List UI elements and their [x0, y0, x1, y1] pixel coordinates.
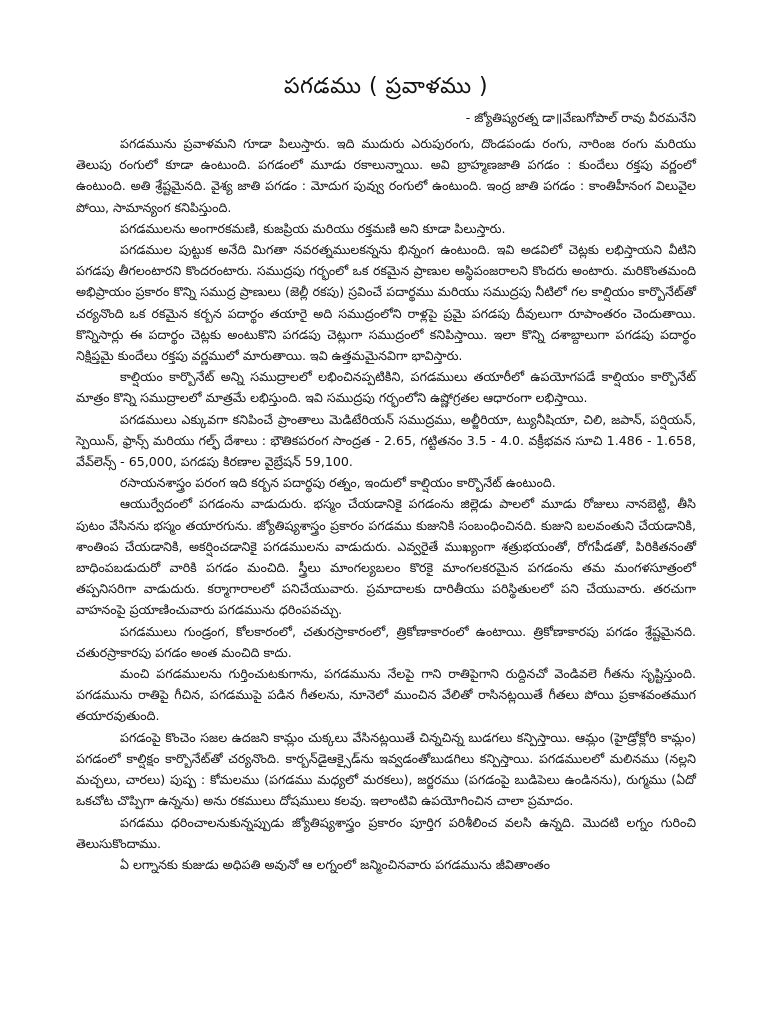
paragraph: పగడంపై కొంచెం సజల ఉదజని కామ్లం చుక్కలు వేసినట్లయితే చిన్నచిన్న బుడగలు కన్పిస్తాయి. ఆమ్లం (హైడ్రోక్లోరి కామ్లం) పగడంలో కాల్షిక్షం కార్బొనేట్‌తో చర్యనొంది. కార్బన్‌డైఆక్సైడ్‌ను ఇవ్వడంతోబుడగిలు కన్పిస్తాయి. పగడములలో మలినము (నల్లని మచ్చలు, చారలు) పుష్ప : కోమలము (పగడము మధ్యలో మరకలు), జర్జరము (పగడంపై బుడిపెలు ఉండినను), రుగ్మము (ఏదో ఒకచోట చొప్పిగా ఉన్నను) అను రకములు దోషములు కలవు. ఇలాంటివి ఉపయోగించిన చాలా ప్రమాదం.	[76, 729, 696, 809]
author-line: - జ్యోతిష్యరత్న డా॥వేణుగోపాల్ రావు వీరమనేని	[465, 110, 696, 125]
paragraph: ఏ లగ్నానకు కుజుడు అధిపతి అవునో ఆ లగ్నంలో జన్మించినవారు పగడమును జీవితాంతం	[120, 856, 551, 872]
paragraph: కాల్షియం కార్బొనేట్ అన్ని సముద్రాలలో లభించినప్పటికిని, పగడములు తయారీలో ఉపయోగపడే కాల్షియం కార్బొనేట్ మాత్రం కొన్ని సముద్రాలలో మాత్రమే లభిస్తుంది. ఇవి సముద్రపు గర్భంలోని ఉష్ణోగ్రతల ఆధారంగా లభిస్తాయి.	[76, 369, 696, 406]
paragraph: రసాయనశాస్త్రం పరంగ ఇది కర్బన పదార్థపు రత్నం, ఇందులో కాల్షియం కార్బొనేట్ ఉంటుంది.	[120, 475, 556, 491]
paragraph: పగడములు గుండ్రంగ, కోలకారంలో, చతురస్రాకారంలో, త్రికోణాకారంలో ఉంటాయి. త్రికోణాకారపు పగడం శ్రేష్టమైనది. చతురస్రాకారపు పగడం అంత మంచిది కాదు.	[76, 623, 696, 660]
paragraph: పగడముల పుట్టుక అనేది మిగతా నవరత్నములకన్నను భిన్నంగ ఉంటుంది. ఇవి అడవిలో చెట్లకు లభిస్తాయని వీటిని పగడపు తీగలంటారని కొందరంటారు. సముద్రపు గర్భంలో ఒక రకమైన ప్రాణుల అస్థిపంజరాలని కొందరు అంటారు. మరికొంతమంది అభిప్రాయం ప్రకారం కొన్ని సముద్ర ప్రాణులు (జెల్లీ రకపు) స్రవించే పదార్థము మరియు సముద్రపు నీటిలో గల కాల్షియం కార్బొనేట్‌తో చర్యనొంది ఒక రకమైన కర్బన పదార్థం తయారై అది సముద్రంలోని రాళ్లపై ప్రమై పగడపు దీవులుగా రూపాంతరం చెందుతాయి. కొన్నిసార్లు ఈ పదార్థం చెట్లకు అంటుకొని పగడపు చెట్లుగా సముద్రంలో కనిపిస్తాయి. ఇలా కొన్ని దశాబ్దాలుగా పగడపు పదార్థం నిక్షిప్తమై కుందేలు రక్తపు వర్ణములో మారుతాయి. ఇవి ఉత్తమమైనవిగా భావిస్తారు.	[76, 242, 696, 364]
document-title: పగడము ( ప్రవాళము )	[283, 74, 489, 99]
paragraph: మంచి పగడములను గుర్తించుటకుగాను, పగడమును నేలపై గాని రాతిపైగాని రుద్దినచో వెండివలె గీతను సృష్టిస్తుంది. పగడమును రాతిపై గీచిన, పగడముపై పడిన గీతలను, నూనెలో ముంచిన వేలితో రాసినట్లయితే గీతలు పోయి ప్రకాశవంతముగ తయారవుతుంది.	[76, 666, 696, 724]
paragraph: పగడమును ప్రవాళమని గూడా పిలుస్తారు. ఇది ముదురు ఎరుపురంగు, దొండపండు రంగు, నారింజ రంగు మరియు తెలుపు రంగులో కూడా ఉంటుంది. పగడంలో మూడు రకాలున్నాయి. అవి బ్రాహ్మణజాతి పగడం : కుందేలు రక్తపు వర్ణంలో ఉంటుంది. అతి శ్రేష్టమైనది. వైశ్య జాతి పగడం : మోదుగ పువ్వు రంగులో ఉంటుంది. ఇంద్ర జాతి పగడం : కాంతిహీనంగ విలువైల పోయి, సామాన్యంగ కనిపిస్తుంది.	[76, 136, 696, 215]
paragraph: పగడములను అంగారకమణి, కుజప్రియ మరియు రక్తమణి అని కూడా పిలుస్తారు.	[120, 220, 506, 236]
paragraph: ఆయుర్వేదంలో పగడంను వాడుదురు. భస్మం చేయడానికై పగడంను జిల్లెడు పాలలో మూడు రోజులు నానబెట్టి, తీసి పుటం వేసినను భస్మం తయారగును. జ్యోతిష్యశాస్త్రం ప్రకారం పగడము కుజునికి సంబంధించినది. కుజుని బలవంతుని చేయడానికి, శాంతింప చేయడానికి, అకర్షించడానికై పగడములను వాడుదురు. ఎవ్వరైతే ముఖ్యంగా శత్రుభయంతో, రోగపీడతో, పిరికితనంతో బాధింపబడుదురో వారికి పగడం మంచిది. స్త్రీలు మాంగల్యబలం కొరకై మాంగలకరమైన పగడంను తమ మంగళసూత్రంలో తప్పనిసరిగా వాడుదురు. కర్మాగారాలలో పనిచేయువారు. ప్రమాదాలకు దారితీయు పరిస్థితులలో పని చేయువారు. తరచుగా వాహనంపై ప్రయాణించువారు పగడమును ధరింపవచ్చు.	[76, 496, 696, 618]
paragraph: పగడము ధరించాలనుకున్నప్పుడు జ్యోతిష్యశాస్త్రం ప్రకారం పూర్తిగ పరిశీలించ వలసి ఉన్నది. మొదటి లగ్నం గురించి తెలుసుకొందాము.	[76, 814, 696, 851]
paragraph: పగడములు ఎక్కువగా కనిపించే ప్రాంతాలు మెడిటేరియన్ సముద్రము, అల్జీరియా, ట్యునీషియా, చిలి, జపాన్, పర్షియన్, స్పెయిన్, ఫ్రాన్స్ మరియు గల్ఫ్ దేశాలు : భౌతికపరంగ సాంద్రత - 2.65, గట్టితనం 3.5 - 4.0. వక్రీభవన సూచి 1.486 - 1.658, వేవ్‌లెన్స్ - 65,000, పగడపు కిరణాల వైబ్రేషన్ 59,100.	[76, 411, 696, 470]
